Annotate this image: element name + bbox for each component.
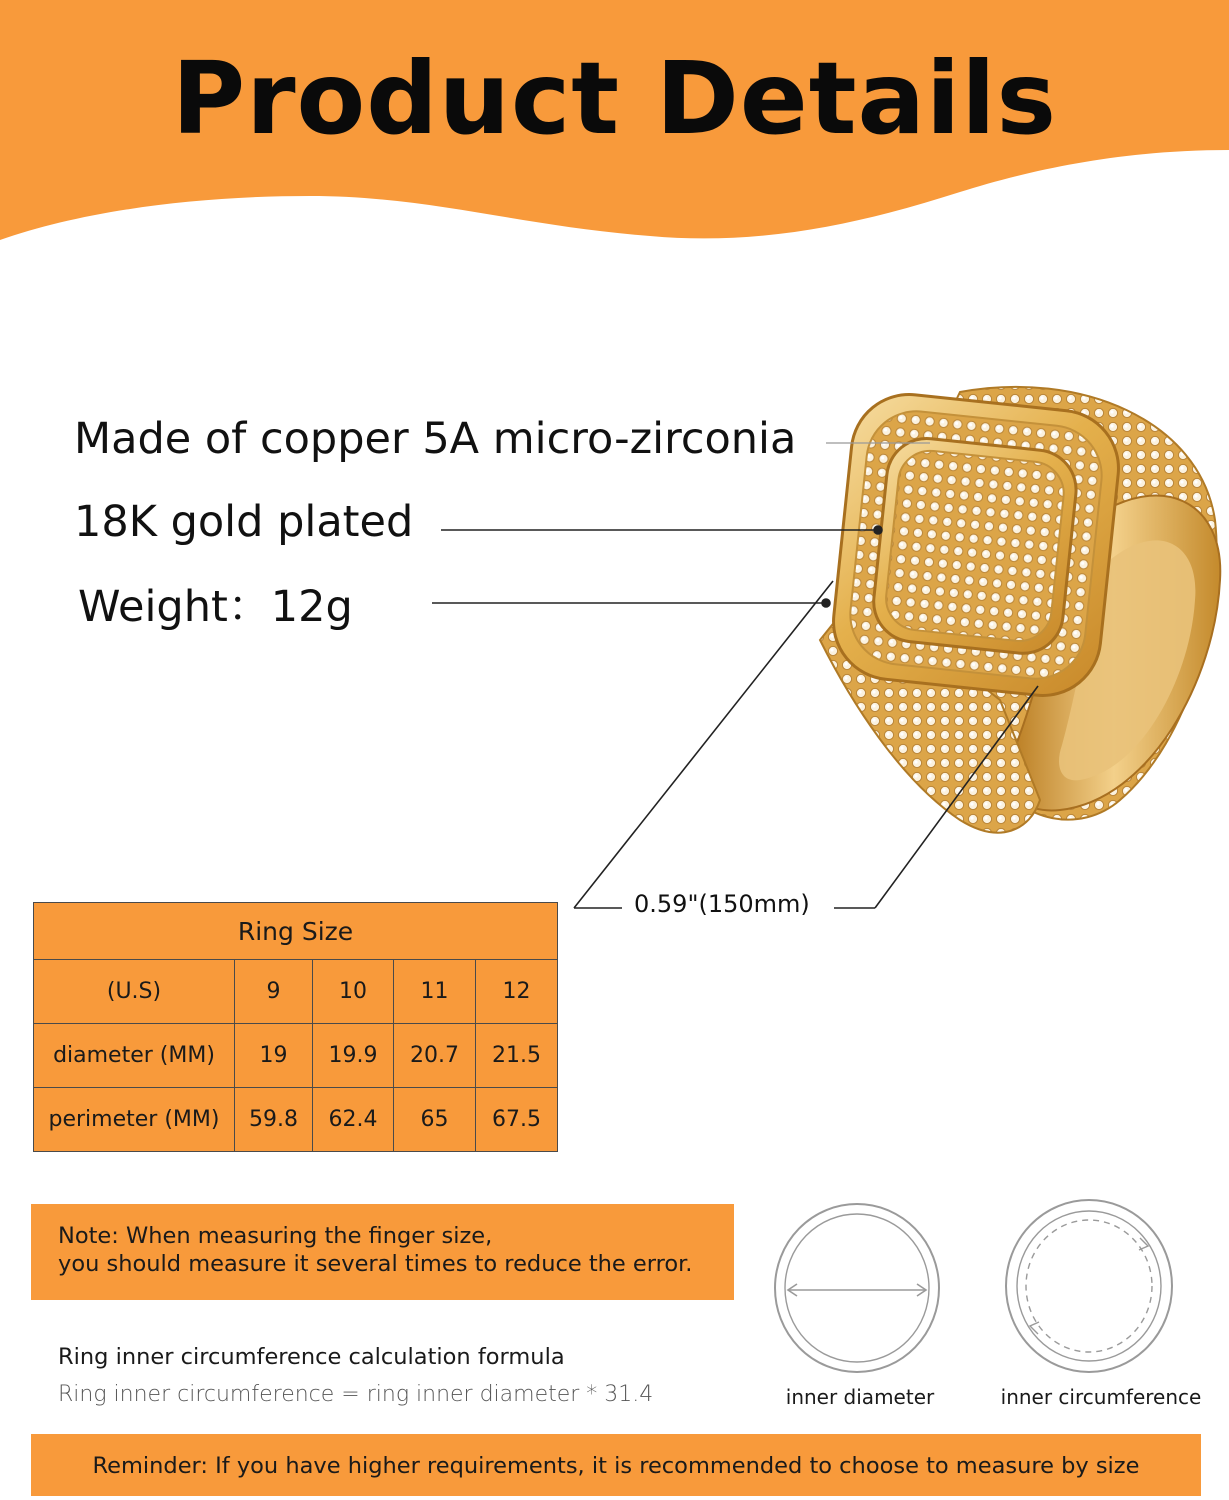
note-line-1: Note: When measuring the finger size, (58, 1223, 493, 1249)
page-title: Product Details (171, 40, 1058, 157)
ring-size-table (33, 902, 558, 1152)
ring-width-label: 0.59"(150mm) (630, 890, 814, 918)
note-banner (31, 1204, 734, 1300)
row-label: perimeter (MM) (34, 1088, 235, 1152)
leader-lines (432, 443, 1038, 908)
table-title-row (34, 903, 558, 960)
table-cell: 67.5 (476, 1088, 558, 1152)
spec-plating: 18K gold plated (74, 497, 414, 547)
formula-title: Ring inner circumference calculation formula (58, 1344, 565, 1370)
reminder-banner: Reminder: If you have higher requirements, it is recommended to choose to measure by size (31, 1434, 1201, 1496)
gold-ring-icon (820, 387, 1220, 833)
table-cell: 65 (394, 1088, 476, 1152)
inner-diameter-diagram-icon (775, 1204, 939, 1372)
inner-diameter-label: inner diameter (785, 1385, 935, 1409)
table-row (34, 960, 558, 1024)
formula-text: Ring inner circumference = ring inner diameter * 31.4 (58, 1382, 654, 1407)
table-cell: 9 (235, 960, 313, 1024)
inner-circumference-diagram-icon (1006, 1200, 1172, 1372)
note-line-2: you should measure it several times to reduce the error. (58, 1251, 693, 1277)
table-cell: 59.8 (235, 1088, 313, 1152)
table-row (34, 1024, 558, 1088)
table-cell: 11 (394, 960, 476, 1024)
table-cell: 10 (313, 960, 394, 1024)
table-cell: 12 (476, 960, 558, 1024)
row-label: (U.S) (34, 960, 235, 1024)
table-cell: 62.4 (313, 1088, 394, 1152)
table-title: Ring Size (34, 903, 558, 960)
table-cell: 21.5 (476, 1024, 558, 1088)
table-cell: 20.7 (394, 1024, 476, 1088)
spec-weight: Weight：12g (78, 582, 353, 632)
row-label: diameter (MM) (34, 1024, 235, 1088)
inner-circumference-label: inner circumference (1000, 1385, 1202, 1409)
table-row (34, 1088, 558, 1152)
spec-material: Made of copper 5A micro-zirconia (74, 414, 797, 464)
table-cell: 19.9 (313, 1024, 394, 1088)
table-cell: 19 (235, 1024, 313, 1088)
